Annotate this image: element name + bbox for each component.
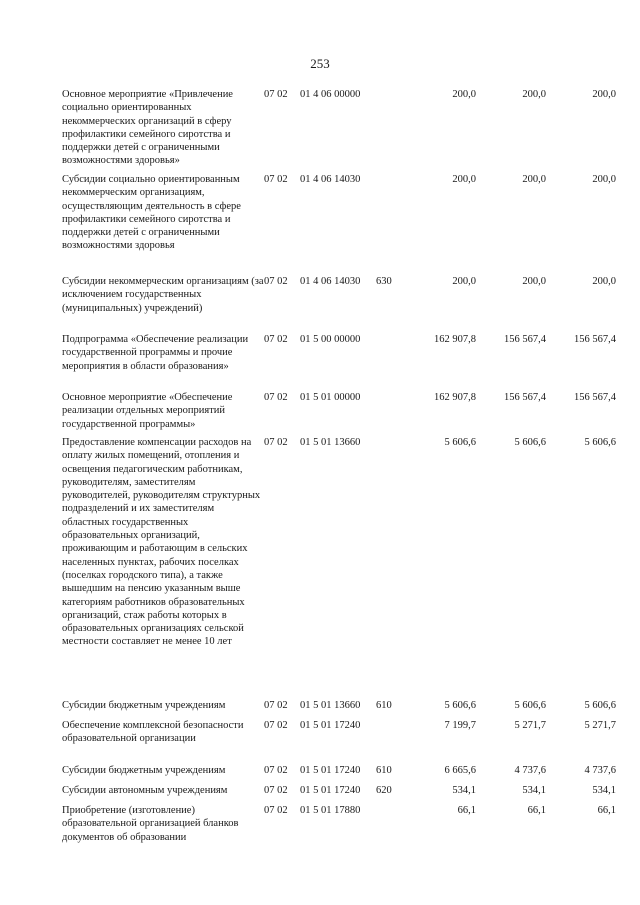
row-expense-code: 630 xyxy=(376,276,392,287)
table-row xyxy=(62,784,616,804)
row-name: Подпрограмма «Обеспечение реализации государственной программы и прочие мероприятия в области образования» xyxy=(62,334,249,372)
row-value-2: 66,1 xyxy=(527,805,546,816)
row-value-2: 534,1 xyxy=(522,785,546,796)
row-value-1: 162 907,8 xyxy=(434,334,476,345)
row-value-1: 200,0 xyxy=(452,174,476,185)
row-value-2: 200,0 xyxy=(522,174,546,185)
row-target-code: 01 5 01 13660 xyxy=(300,700,361,711)
row-name: Приобретение (изготовление) образовательной организацией бланков документов об образовании xyxy=(62,805,239,843)
row-section-code: 07 02 xyxy=(264,700,288,711)
row-value-3: 5 271,7 xyxy=(584,720,616,731)
row-expense-code xyxy=(376,719,406,764)
table-row xyxy=(62,275,616,333)
row-value-1: 162 907,8 xyxy=(434,392,476,403)
row-value-2: 200,0 xyxy=(522,276,546,287)
row-section-code: 07 02 xyxy=(264,89,288,100)
row-target-code: 01 5 01 17240 xyxy=(300,765,361,776)
row-name: Основное мероприятие «Привлечение социально ориентированных некоммерческих организаций в сферу профилактики семейного сиротства и поддержки детей с ограниченными возможностями здоровья» xyxy=(62,89,233,167)
row-expense-code: 620 xyxy=(376,785,392,796)
row-value-3: 66,1 xyxy=(597,805,616,816)
row-value-1: 66,1 xyxy=(457,805,476,816)
row-value-2: 200,0 xyxy=(522,89,546,100)
row-section-code: 07 02 xyxy=(264,276,288,287)
row-expense-code xyxy=(376,804,406,849)
row-value-1: 200,0 xyxy=(452,89,476,100)
row-value-3: 5 606,6 xyxy=(584,437,616,448)
row-section-code: 07 02 xyxy=(264,334,288,345)
row-expense-code xyxy=(376,391,406,436)
table-row xyxy=(62,804,616,849)
table-row xyxy=(62,436,616,699)
row-value-3: 200,0 xyxy=(592,174,616,185)
row-target-code: 01 4 06 14030 xyxy=(300,276,361,287)
row-value-3: 5 606,6 xyxy=(584,700,616,711)
table-row xyxy=(62,333,616,391)
row-value-3: 156 567,4 xyxy=(574,392,616,403)
row-target-code: 01 5 01 17880 xyxy=(300,805,361,816)
budget-table-body xyxy=(62,88,616,849)
row-value-1: 534,1 xyxy=(452,785,476,796)
row-value-2: 156 567,4 xyxy=(504,392,546,403)
row-target-code: 01 4 06 00000 xyxy=(300,89,361,100)
row-target-code: 01 5 01 00000 xyxy=(300,392,361,403)
row-target-code: 01 5 00 00000 xyxy=(300,334,361,345)
row-section-code: 07 02 xyxy=(264,720,288,731)
row-section-code: 07 02 xyxy=(264,174,288,185)
row-target-code: 01 5 01 13660 xyxy=(300,437,361,448)
row-name: Субсидии бюджетным учреждениям xyxy=(62,765,226,776)
row-expense-code: 610 xyxy=(376,700,392,711)
row-name: Субсидии некоммерческим организациям (за исключением государственных (муниципальных) учреждений) xyxy=(62,276,264,314)
table-row xyxy=(62,88,616,173)
row-target-code: 01 4 06 14030 xyxy=(300,174,361,185)
budget-table xyxy=(62,88,616,849)
row-value-3: 534,1 xyxy=(592,785,616,796)
row-value-1: 6 665,6 xyxy=(444,765,476,776)
table-row xyxy=(62,391,616,436)
row-value-1: 200,0 xyxy=(452,276,476,287)
row-value-1: 5 606,6 xyxy=(444,700,476,711)
row-target-code: 01 5 01 17240 xyxy=(300,785,361,796)
row-value-2: 156 567,4 xyxy=(504,334,546,345)
row-expense-code xyxy=(376,333,406,391)
row-value-3: 156 567,4 xyxy=(574,334,616,345)
row-value-1: 7 199,7 xyxy=(444,720,476,731)
row-expense-code: 610 xyxy=(376,765,392,776)
row-name: Субсидии автономным учреждениям xyxy=(62,785,228,796)
row-name: Предоставление компенсации расходов на оплату жилых помещений, отопления и освещения педагогическим работникам, руководителям, заместителям руководителей, руководителям структурных подразделений и их заместителям областных государственных образовательных организаций, проживающим и работающим в сельских населенных пунктах, рабочих поселках (поселках городского типа), а также вышедшим на пенсию указанным выше категориям работников образовательных организаций, стаж работы которых в образовательных организациях сельской местности составляет не менее 10 лет xyxy=(62,437,261,648)
table-row xyxy=(62,173,616,275)
row-value-2: 5 606,6 xyxy=(514,437,546,448)
row-value-1: 5 606,6 xyxy=(444,437,476,448)
row-target-code: 01 5 01 17240 xyxy=(300,720,361,731)
row-name: Обеспечение комплексной безопасности образовательной организации xyxy=(62,720,244,745)
row-value-2: 5 271,7 xyxy=(514,720,546,731)
row-expense-code xyxy=(376,88,406,173)
row-section-code: 07 02 xyxy=(264,785,288,796)
row-value-3: 200,0 xyxy=(592,89,616,100)
table-row xyxy=(62,719,616,764)
row-section-code: 07 02 xyxy=(264,805,288,816)
row-section-code: 07 02 xyxy=(264,765,288,776)
page-number: 253 xyxy=(310,56,330,71)
table-row xyxy=(62,699,616,719)
row-expense-code xyxy=(376,436,406,699)
row-value-2: 4 737,6 xyxy=(514,765,546,776)
row-value-2: 5 606,6 xyxy=(514,700,546,711)
row-name: Субсидии бюджетным учреждениям xyxy=(62,700,226,711)
table-row xyxy=(62,764,616,784)
row-name: Основное мероприятие «Обеспечение реализации отдельных мероприятий государственной программы» xyxy=(62,392,233,430)
row-value-3: 4 737,6 xyxy=(584,765,616,776)
row-name: Субсидии социально ориентированным некоммерческим организациям, осуществляющим деятельность в сфере профилактики семейного сиротства и поддержки детей с ограниченными возможностями здоровья xyxy=(62,174,241,252)
row-section-code: 07 02 xyxy=(264,437,288,448)
row-section-code: 07 02 xyxy=(264,392,288,403)
row-value-3: 200,0 xyxy=(592,276,616,287)
row-expense-code xyxy=(376,173,406,275)
